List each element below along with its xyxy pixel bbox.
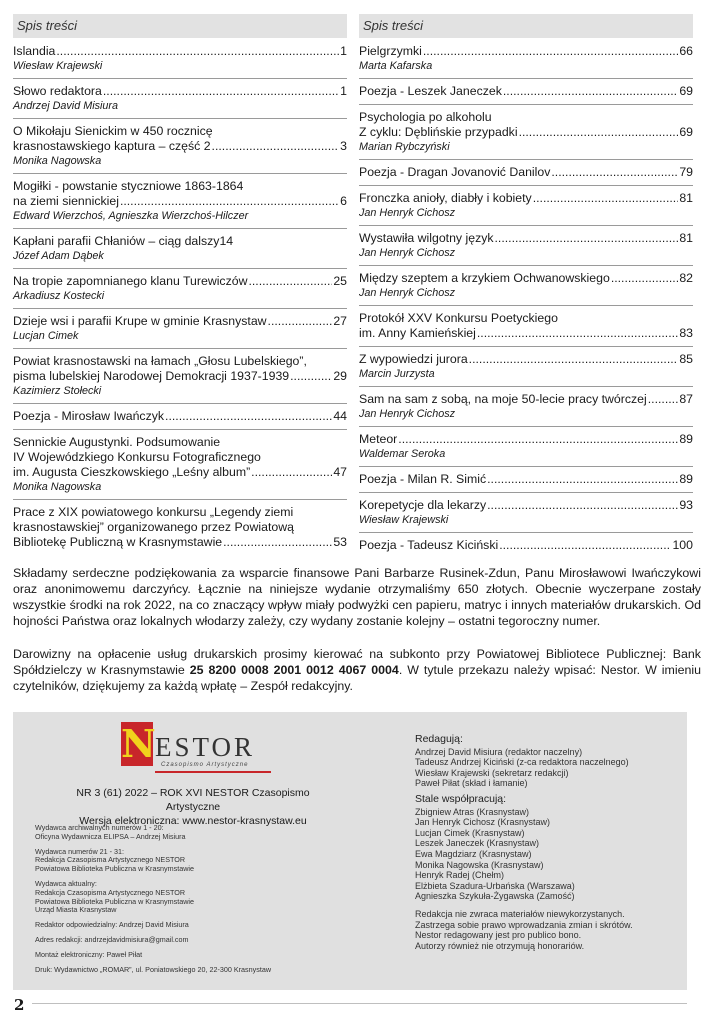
toc-separator <box>359 104 693 105</box>
toc-entry-line <box>359 165 693 180</box>
logo-subtitle: Czasopismo Artystyczne <box>161 762 249 768</box>
editorial-member: Tadeusz Andrzej Kiciński (z-ca redaktora naczelnego) <box>415 757 629 768</box>
masthead <box>13 712 687 990</box>
toc-entry-line <box>359 432 693 447</box>
toc-page-number: 27 <box>333 314 347 328</box>
toc-entry-title: Słowo redaktora <box>13 84 102 98</box>
toc-author: Jan Henryk Cichosz <box>359 247 456 259</box>
contributor: Elżbieta Szadura-Urbańska (Warszawa) <box>415 880 575 891</box>
toc-entry-title: krasnostawskiej” organizowanego przez Powiatową <box>13 520 294 534</box>
toc-entry-line <box>13 409 347 424</box>
imprint-block <box>35 951 365 960</box>
toc-separator <box>13 499 347 500</box>
toc-page-number: 89 <box>679 432 693 446</box>
toc-entry-title: Sam na sam z sobą, na moje 50-lecie pracy twórczej <box>359 392 647 406</box>
contributors-title: Stale współpracują: <box>415 792 507 805</box>
bank-account-number: 25 8200 0008 2001 0012 4067 0004 <box>189 663 399 677</box>
editorial-member: Paweł Piłat (skład i łamanie) <box>415 778 528 789</box>
toc-entry-line <box>359 271 693 286</box>
toc-leader-dots <box>611 271 679 286</box>
logo-word: ESTOR <box>155 732 256 762</box>
toc-separator <box>359 185 693 186</box>
contributor: Agnieszka Szykuła-Żygawska (Zamość) <box>415 891 575 902</box>
toc-page-number: 100 <box>672 538 693 552</box>
imprint-block <box>35 880 365 915</box>
toc-entry-title: O Mikołaju Sienickim w 450 rocznicę <box>13 124 213 138</box>
toc-author: Jan Henryk Cichosz <box>359 287 456 299</box>
toc-page-number: 14 <box>219 234 234 248</box>
contributor: Lucjan Cimek (Krasnystaw) <box>415 827 525 838</box>
issue-line: NR 3 (61) 2022 – ROK XVI NESTOR Czasopismo Artystyczne <box>76 787 310 813</box>
toc-entry-line <box>13 450 347 465</box>
toc-entry-line <box>13 124 347 139</box>
toc-leader-dots <box>103 84 339 99</box>
toc-entry-line <box>359 472 693 487</box>
toc-entry <box>359 472 693 487</box>
contributor: Jan Henryk Cichosz (Krasnystaw) <box>415 817 551 828</box>
toc-entry-line <box>13 139 347 154</box>
toc-entry-title: Pielgrzymki <box>359 44 422 58</box>
toc-separator <box>359 305 693 306</box>
toc-author: Lucjan Cimek <box>13 330 79 342</box>
toc-leader-dots <box>551 165 678 180</box>
thanks-paragraph: Składamy serdeczne podziękowania za wsparcie finansowe Pani Barbarze Rusinek-Zdun, Panu Mirosławowi Iwańczykowi oraz anonimowemu darczyńcy. Łącznie na niniejsze wydanie otrzymaliśmy 650 złotych. Obecnie wyczerpane zostały wszystkie środki na rok 2022, na co znaczący wpływ miały podwyżki cen papieru, matryc i innych materiałów drukarskich. Od hojności Państwa oraz lokalnych włodarzy zależy, czy wydany zostanie kolejny – ostatni tegoroczny numer. <box>13 566 701 628</box>
page-divider <box>32 1003 687 1004</box>
toc-page-number: 3 <box>340 139 347 153</box>
toc-page-number: 82 <box>679 271 693 285</box>
toc-separator <box>13 429 347 430</box>
toc-separator <box>359 532 693 533</box>
toc-entry-line <box>13 179 347 194</box>
contributor: Zbigniew Atras (Krasnystaw) <box>415 806 530 817</box>
logo-letter: N <box>121 721 156 766</box>
toc-entry-title: Poezja - Leszek Janeczek <box>359 84 502 98</box>
toc-entry-line <box>359 392 693 407</box>
toc-leader-dots <box>495 231 679 246</box>
toc-leader-dots <box>533 191 679 206</box>
editorial-note: Redakcja nie zwraca materiałów niewykorzystanych. <box>415 908 625 919</box>
editorial-note: Autorzy również nie otrzymują honorariów. <box>415 940 585 951</box>
imprint-line: Wydawca numerów 21 - 31: <box>35 846 125 856</box>
toc-author: Józef Adam Dąbek <box>13 250 104 262</box>
toc-page-number: 69 <box>679 84 693 98</box>
toc-entry <box>13 435 347 494</box>
imprint-block <box>35 921 365 930</box>
toc-left-column <box>13 14 347 555</box>
toc-entry <box>359 538 693 553</box>
toc-author: Marcin Jurzysta <box>359 368 435 380</box>
toc-entry <box>13 84 347 113</box>
toc-author: Jan Henryk Cichosz <box>359 408 456 420</box>
toc-entry-title: krasnostawskiego kaptura – część 2 <box>13 139 211 153</box>
toc-entry-line <box>13 84 347 99</box>
toc-entry-line <box>359 326 693 341</box>
toc-entry-line <box>359 538 693 553</box>
toc-entry-title: Sennickie Augustynki. Podsumowanie <box>13 435 221 449</box>
toc-entry <box>359 392 693 421</box>
toc-page-number: 6 <box>340 194 347 208</box>
toc-author: Jan Henryk Cichosz <box>359 207 456 219</box>
donation-text: . W tytule przekazu należy wpisać: Nestor. W imieniu czytelników, dziękujemy za każdą wpłatę – Zespół redakcyjny. <box>13 663 702 693</box>
toc-entry-title: Poezja - Milan R. Simić <box>359 472 487 486</box>
toc-entry-line <box>13 354 347 369</box>
toc-leader-dots <box>499 538 671 553</box>
toc-entry-title: Protokół XXV Konkursu Poetyckiego <box>359 311 558 325</box>
toc-list <box>359 44 693 553</box>
contributor: Henryk Radej (Chełm) <box>415 870 505 881</box>
toc-page-number: 53 <box>333 535 347 549</box>
toc-leader-dots <box>290 369 332 384</box>
toc-separator <box>13 268 347 269</box>
imprint-block <box>35 966 365 975</box>
toc-entry-title: Na tropie zapomnianego klanu Turewiczów <box>13 274 248 288</box>
toc-page-number: 1 <box>340 84 347 98</box>
toc-separator <box>359 386 693 387</box>
imprint-line: Wydawca aktualny: <box>35 878 97 888</box>
toc-leader-dots <box>398 432 678 447</box>
toc-separator <box>359 426 693 427</box>
imprint-line: Powiatowa Biblioteka Publiczna w Krasnymstawie <box>35 864 194 874</box>
editorial-member: Andrzej David Misiura (redaktor naczelny) <box>415 746 583 757</box>
toc-entry <box>13 274 347 303</box>
contributor: Monika Nagowska (Krasnystaw) <box>415 859 544 870</box>
toc-entry-title: Fronczka anioły, diabły i kobiety <box>359 191 532 205</box>
toc-author: Marian Rybczyński <box>359 141 450 153</box>
toc-entry <box>359 44 693 73</box>
toc-entry-line <box>359 311 693 326</box>
imprint-line: Redakcja Czasopisma Artystycznego NESTOR <box>35 855 186 865</box>
imprint-block <box>35 936 365 945</box>
toc-page-number: 29 <box>333 369 347 383</box>
toc-author: Wiesław Krajewski <box>13 60 103 72</box>
toc-entry-line <box>13 435 347 450</box>
imprint <box>35 824 365 980</box>
imprint-line: Redakcja Czasopisma Artystycznego NESTOR <box>35 887 186 897</box>
website-line: Wersja elektroniczna: www.nestor-krasnystaw.eu <box>79 815 307 827</box>
nestor-logo <box>121 722 271 774</box>
toc-entry-title: na ziemi siennickiej <box>13 194 119 208</box>
toc-entry-line <box>359 44 693 59</box>
toc-entry-title: Między szeptem a krzykiem Ochwanowskiego <box>359 271 610 285</box>
donation-text: Darowizny na opłacenie usług drukarskich prosimy kierować na subkonto przy Powiatowej Bibliotece Publicznej: Bank Spółdzielczy w Krasnymstawie <box>13 647 701 677</box>
toc-leader-dots <box>423 44 678 59</box>
editorial-title: Redagują: <box>415 733 463 745</box>
toc-entry <box>13 124 347 168</box>
toc-author: Andrzej David Misiura <box>13 100 119 112</box>
toc-list <box>13 44 347 550</box>
toc-entry-line <box>13 520 347 535</box>
toc-author: Kazimierz Stołecki <box>13 385 102 397</box>
toc-author: Monika Nagowska <box>13 481 102 493</box>
toc-entry <box>13 234 347 263</box>
toc-entry-title: Dzieje wsi i parafii Krupe w gminie Krasnystaw <box>13 314 267 328</box>
toc-page-number: 1 <box>340 44 347 58</box>
toc-page-number: 93 <box>679 498 693 512</box>
toc-entry-title: im. Anny Kamieńskiej <box>359 326 476 340</box>
toc-entry <box>13 44 347 73</box>
toc-leader-dots <box>503 84 678 99</box>
toc-separator <box>359 346 693 347</box>
toc-entry-line <box>359 231 693 246</box>
imprint-block <box>35 824 365 842</box>
toc-entry-title: im. Augusta Cieszkowskiego „Leśny album” <box>13 465 251 479</box>
contributors-list <box>415 807 675 902</box>
toc-entry-line <box>13 535 347 550</box>
toc-entry <box>359 191 693 220</box>
imprint-line: Urząd Miasta Krasnystaw <box>35 905 117 915</box>
toc-entry-title: pisma lubelskiej Narodowej Demokracji 1937-1939 <box>13 369 290 383</box>
toc-leader-dots <box>120 194 339 209</box>
toc-author: Waldemar Seroka <box>359 448 446 460</box>
toc-entry-line <box>359 352 693 367</box>
toc-author: Edward Wierzchoś, Agnieszka Wierzchoś-Hilczer <box>13 210 249 222</box>
toc-page-number: 81 <box>679 231 693 245</box>
toc-leader-dots <box>248 274 332 289</box>
toc-header: Spis treści <box>13 14 347 38</box>
toc-entry-title: Kapłani parafii Chłaniów – ciąg dalszy <box>13 234 220 248</box>
toc-entry <box>359 165 693 180</box>
toc-entry <box>13 409 347 424</box>
toc-header: Spis treści <box>359 14 693 38</box>
toc-entry <box>359 271 693 300</box>
toc-author: Arkadiusz Kostecki <box>13 290 105 302</box>
toc-page-number: 83 <box>679 326 693 340</box>
toc-leader-dots <box>212 139 340 154</box>
toc-leader-dots <box>165 409 332 424</box>
toc-entry-line <box>13 505 347 520</box>
donation-paragraph <box>13 646 701 694</box>
toc-separator <box>13 308 347 309</box>
editorial-note: Nestor redagowany jest pro publico bono. <box>415 930 582 941</box>
toc-entry-title: Poezja - Mirosław Iwańczyk <box>13 409 165 423</box>
toc-entry <box>13 314 347 343</box>
toc-page-number: 25 <box>333 274 347 288</box>
toc-entry <box>359 352 693 381</box>
issue-info <box>53 786 333 828</box>
editorial-members <box>415 747 675 789</box>
toc-page-number: 69 <box>679 125 693 139</box>
toc-entry <box>359 84 693 99</box>
toc-entry-line <box>13 234 347 249</box>
imprint-block <box>35 848 365 874</box>
toc-page-number: 85 <box>679 352 693 366</box>
toc-entry <box>359 311 693 341</box>
toc-leader-dots <box>251 465 332 480</box>
toc-leader-dots <box>268 314 333 329</box>
toc-entry-title: Islandia <box>13 44 56 58</box>
toc-page-number: 87 <box>679 392 693 406</box>
toc-entry-line <box>359 498 693 513</box>
toc-entry-line <box>359 191 693 206</box>
toc-entry <box>13 354 347 398</box>
toc-author: Marta Kafarska <box>359 60 433 72</box>
toc-page-number: 89 <box>679 472 693 486</box>
toc-entry <box>359 110 693 154</box>
toc-entry <box>359 432 693 461</box>
toc-separator <box>13 228 347 229</box>
toc-entry <box>359 498 693 527</box>
imprint-line: Adres redakcji: andrzejdavidmisiura@gmail.com <box>35 934 189 944</box>
toc-entry-title: Z wypowiedzi jurora <box>359 352 468 366</box>
toc-separator <box>359 466 693 467</box>
toc-entry-line <box>13 274 347 289</box>
toc-leader-dots <box>519 125 679 140</box>
page-number: 2 <box>14 996 25 1014</box>
toc-entry <box>359 231 693 260</box>
toc-leader-dots <box>469 352 679 367</box>
toc-separator <box>13 403 347 404</box>
toc-entry-title: Wystawiła wilgotny język <box>359 231 494 245</box>
toc-entry <box>13 505 347 550</box>
toc-separator <box>13 348 347 349</box>
toc-right-column <box>359 14 693 558</box>
toc-entry-line <box>13 44 347 59</box>
toc-leader-dots <box>487 498 678 513</box>
toc-separator <box>359 159 693 160</box>
imprint-line: Montaż elektroniczny: Paweł Piłat <box>35 949 143 959</box>
toc-separator <box>359 265 693 266</box>
contributor: Leszek Janeczek (Krasnystaw) <box>415 838 540 849</box>
toc-leader-dots <box>56 44 339 59</box>
contributor: Ewa Magdziarz (Krasnystaw) <box>415 848 532 859</box>
toc-entry-line <box>359 125 693 140</box>
toc-author: Wiesław Krajewski <box>359 514 449 526</box>
toc-entry-title: IV Wojewódzkiego Konkursu Fotograficznego <box>13 450 261 464</box>
toc-separator <box>359 492 693 493</box>
imprint-line: Wydawca archiwalnych numerów 1 - 20: <box>35 823 164 832</box>
toc-entry-line <box>13 314 347 329</box>
toc-entry-title: Poezja - Tadeusz Kiciński <box>359 538 499 552</box>
toc-entry-line <box>359 84 693 99</box>
toc-page-number: 66 <box>679 44 693 58</box>
toc-entry-line <box>359 110 693 125</box>
imprint-line: Redaktor odpowiedzialny: Andrzej David Misiura <box>35 920 189 930</box>
toc-separator <box>13 78 347 79</box>
toc-entry-title: Poezja - Dragan Jovanović Danilov <box>359 165 551 179</box>
toc-entry-title: Prace z XIX powiatowego konkursu „Legendy ziemi <box>13 505 294 519</box>
toc-entry-title: Z cyklu: Dęblińskie przypadki <box>359 125 518 139</box>
toc-entry-line <box>13 194 347 209</box>
imprint-line: Powiatowa Biblioteka Publiczna w Krasnymstawie <box>35 896 194 906</box>
toc-entry-title: Bibliotekę Publiczną w Krasnymstawie <box>13 535 223 549</box>
toc-leader-dots <box>487 472 678 487</box>
editorial-notes <box>415 909 675 951</box>
logo-rule <box>155 771 271 773</box>
toc-leader-dots <box>223 535 332 550</box>
toc-entry-title: Korepetycje dla lekarzy <box>359 498 487 512</box>
toc-entry-title: Meteor <box>359 432 398 446</box>
toc-entry-title: Mogiłki - powstanie styczniowe 1863-1864 <box>13 179 244 193</box>
editorial-member: Wiesław Krajewski (sekretarz redakcji) <box>415 767 569 778</box>
toc-leader-dots <box>477 326 678 341</box>
toc-entry-line <box>13 369 347 384</box>
toc-separator <box>13 118 347 119</box>
toc-author: Monika Nagowska <box>13 155 102 167</box>
toc-leader-dots <box>648 392 679 407</box>
toc-page-number: 81 <box>679 191 693 205</box>
toc-entry <box>13 179 347 223</box>
editorial-board <box>415 734 675 951</box>
toc-page-number: 47 <box>333 465 347 479</box>
toc-page-number: 44 <box>333 409 347 423</box>
imprint-line: Oficyna Wydawnicza ELIPSA – Andrzej Misiura <box>35 831 186 841</box>
toc-separator <box>13 173 347 174</box>
toc-separator <box>359 225 693 226</box>
toc-entry-title: Powiat krasnostawski na łamach „Głosu Lubelskiego”, <box>13 354 307 368</box>
toc-page-number: 79 <box>679 165 693 179</box>
toc-entry-title: Psychologia po alkoholu <box>359 110 492 124</box>
editorial-note: Zastrzega sobie prawo wprowadzania zmian i skrótów. <box>415 919 633 930</box>
toc-entry-line <box>13 465 347 480</box>
toc-separator <box>359 78 693 79</box>
imprint-line: Druk: Wydawnictwo „ROMAR”, ul. Poniatowskiego 20, 22-300 Krasnystaw <box>35 964 272 974</box>
